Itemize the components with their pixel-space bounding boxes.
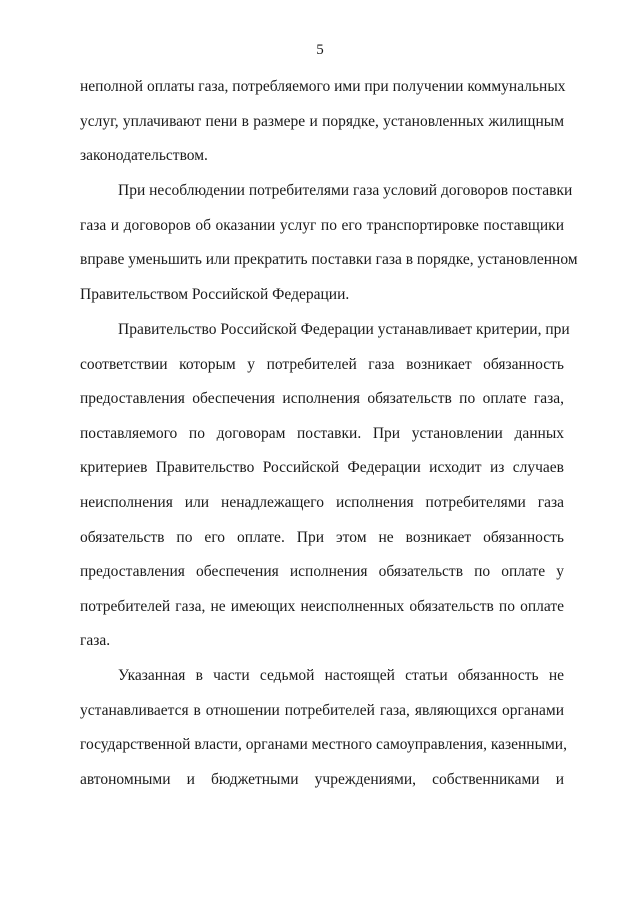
paragraph-line: При несоблюдении потребителями газа условий договоров поставки xyxy=(118,182,573,199)
paragraph-line: предоставления обеспечения исполнения обязательств по оплате у xyxy=(80,563,564,581)
paragraph-line: неисполнения или ненадлежащего исполнения потребителями газа xyxy=(80,493,564,511)
paragraph-line: государственной власти, органами местного самоуправления, казенными, xyxy=(80,736,567,754)
paragraph-line: газа. xyxy=(80,632,111,650)
paragraph-4 xyxy=(80,659,567,797)
paragraph-line: соответствии которым у потребителей газа возникает обязанность xyxy=(80,355,564,373)
paragraph-3 xyxy=(80,313,570,659)
paragraph-line: Указанная в части седьмой настоящей статьи обязанность не xyxy=(118,667,564,684)
paragraph-line: поставляемого по договорам поставки. При установлении данных xyxy=(80,424,564,442)
paragraph-line: автономными и бюджетными учреждениями, собственниками и xyxy=(80,770,564,788)
paragraph-line: потребителей газа, не имеющих неисполненных обязательств по оплате xyxy=(80,597,564,615)
paragraph-line: газа и договоров об оказании услуг по его транспортировке поставщики xyxy=(80,216,564,234)
paragraph-line: вправе уменьшить или прекратить поставки газа в порядке, установленном xyxy=(80,251,578,269)
paragraph-1 xyxy=(80,70,564,174)
page-number: 5 xyxy=(316,42,324,58)
paragraph-line: неполной оплаты газа, потребляемого ими при получении коммунальных xyxy=(80,78,566,95)
paragraph-line: Правительством Российской Федерации. xyxy=(80,285,350,303)
paragraph-line: устанавливается в отношении потребителей газа, являющихся органами xyxy=(80,701,564,719)
paragraph-line: предоставления обеспечения исполнения обязательств по оплате газа, xyxy=(80,390,564,408)
paragraph-2 xyxy=(80,174,578,312)
paragraph-line: услуг, уплачивают пени в размере и порядке, установленных жилищным xyxy=(80,112,564,130)
paragraph-line: законодательством. xyxy=(80,147,208,165)
paragraph-line: критериев Правительство Российской Федерации исходит из случаев xyxy=(80,459,564,477)
paragraph-line: Правительство Российской Федерации устанавливает критерии, при xyxy=(118,321,570,338)
paragraph-line: обязательств по его оплате. При этом не возникает обязанность xyxy=(80,528,564,546)
